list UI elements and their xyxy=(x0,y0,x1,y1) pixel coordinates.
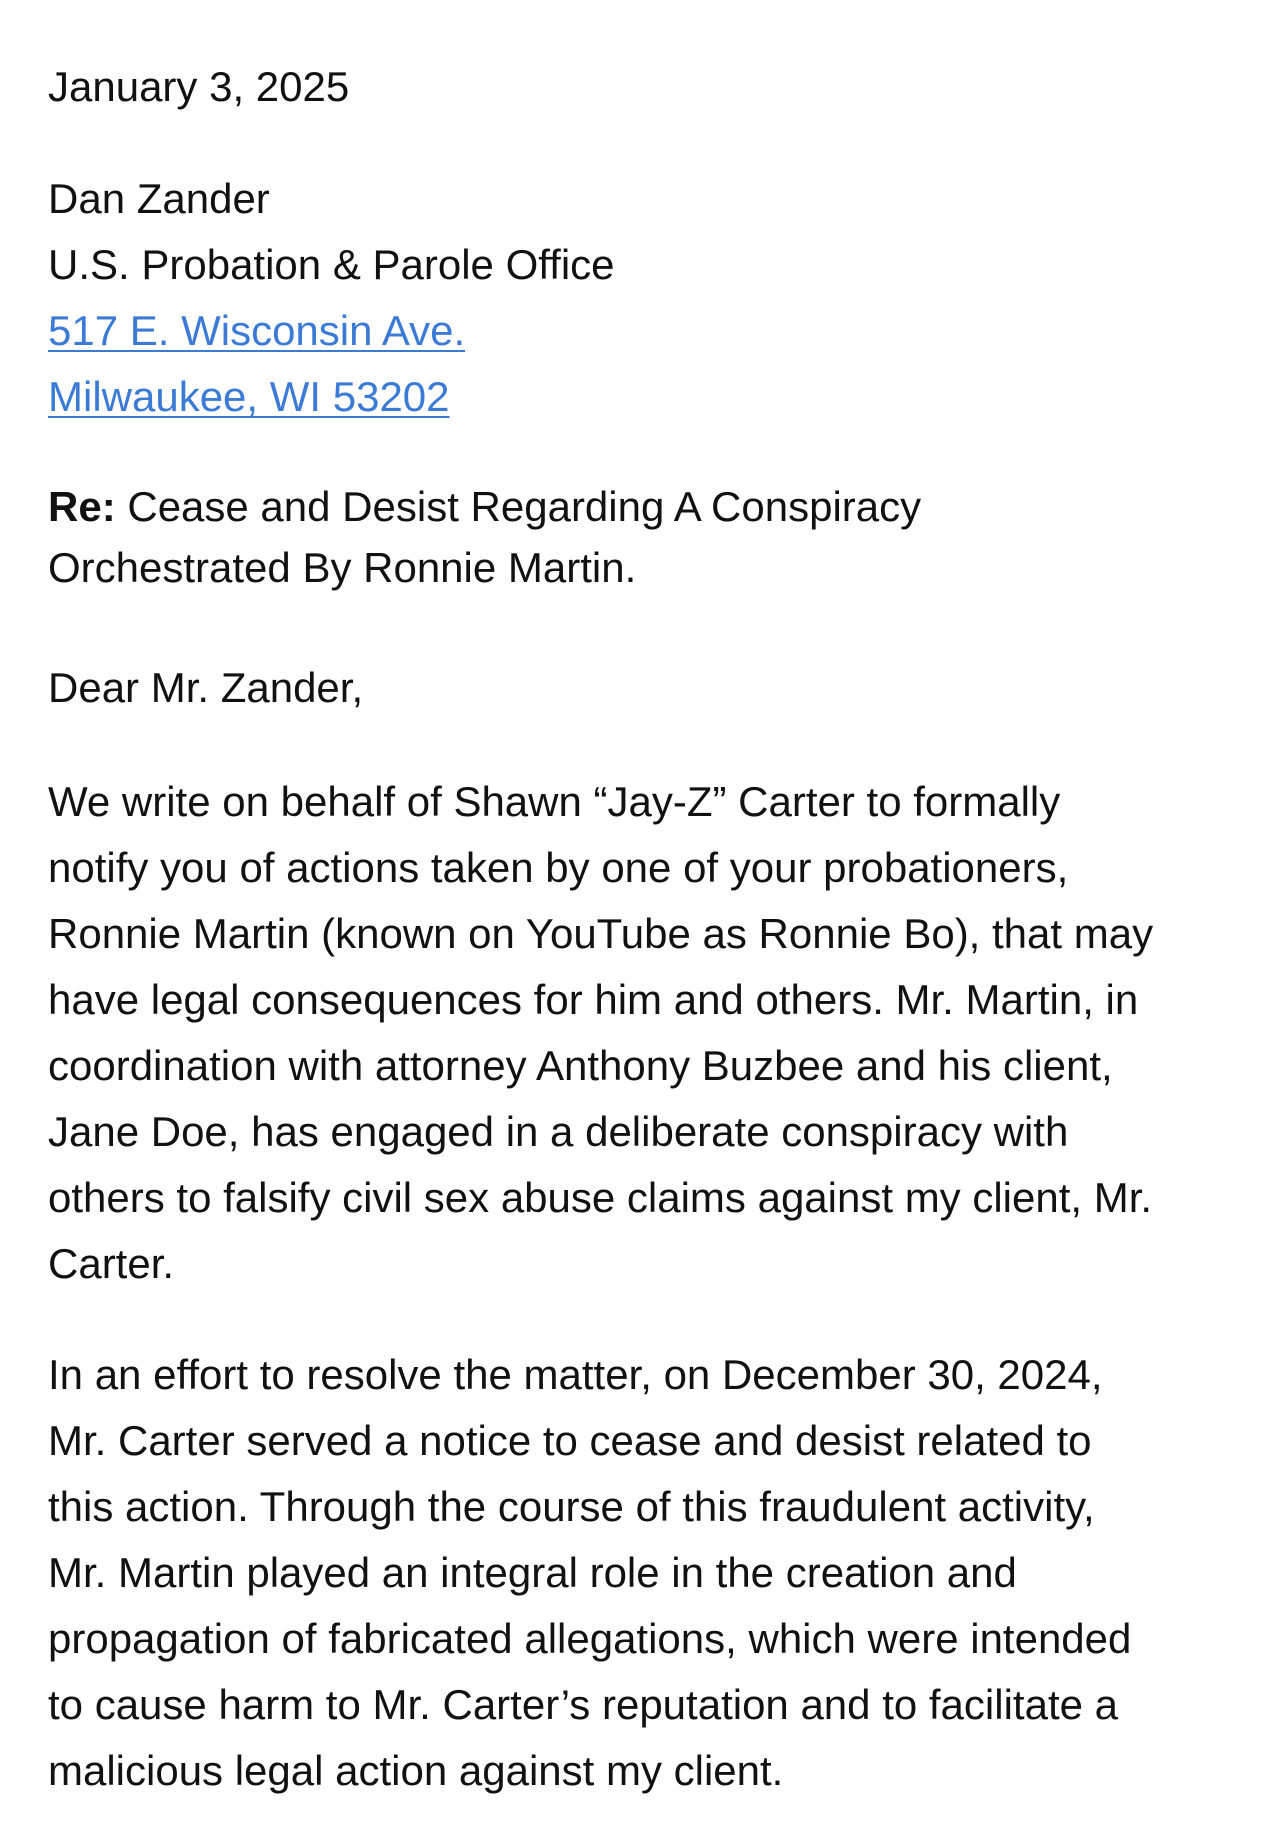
subject-line-1 xyxy=(48,476,921,537)
paragraph-2-line: this action. Through the course of this fraudulent activity, xyxy=(48,1483,1095,1530)
paragraph-2-line: to cause harm to Mr. Carter’s reputation and to facilitate a xyxy=(48,1681,1118,1728)
address-city-line xyxy=(48,364,615,430)
paragraph-1-line: We write on behalf of Shawn “Jay-Z” Carter to formally xyxy=(48,778,1061,825)
paragraph-1 xyxy=(48,769,1153,1297)
paragraph-1-line: have legal consequences for him and others. Mr. Martin, in xyxy=(48,976,1139,1023)
subject-label: Re: xyxy=(48,483,116,530)
paragraph-2-line: Mr. Carter served a notice to cease and desist related to xyxy=(48,1417,1092,1464)
recipient-name: Dan Zander xyxy=(48,175,270,222)
paragraph-2-line: Mr. Martin played an integral role in the creation and xyxy=(48,1549,1017,1596)
salutation xyxy=(48,655,363,721)
paragraph-1-line: Carter. xyxy=(48,1240,175,1287)
address-city-link[interactable]: Milwaukee, WI 53202 xyxy=(48,373,450,420)
paragraph-1-line: Ronnie Martin (known on YouTube as Ronnie Bo), that may xyxy=(48,910,1154,957)
letter-date xyxy=(48,54,349,120)
recipient-address xyxy=(48,166,615,430)
paragraph-1-line: notify you of actions taken by one of your probationers, xyxy=(48,844,1069,891)
date-text: January 3, 2025 xyxy=(48,63,350,110)
recipient-office: U.S. Probation & Parole Office xyxy=(48,241,615,288)
paragraph-1-line: others to falsify civil sex abuse claims against my client, Mr. xyxy=(48,1174,1153,1221)
paragraph-1-line: coordination with attorney Anthony Buzbee and his client, xyxy=(48,1042,1113,1089)
subject-text-2: Orchestrated By Ronnie Martin. xyxy=(48,544,637,591)
paragraph-2-line: In an effort to resolve the matter, on December 30, 2024, xyxy=(48,1351,1103,1398)
subject-line xyxy=(48,476,921,598)
paragraph-1-line: Jane Doe, has engaged in a deliberate conspiracy with xyxy=(48,1108,1069,1155)
subject-text-1: Cease and Desist Regarding A Conspiracy xyxy=(127,483,922,530)
salutation-text: Dear Mr. Zander, xyxy=(48,664,364,711)
paragraph-2-line: malicious legal action against my client. xyxy=(48,1747,784,1794)
paragraph-2-line: propagation of fabricated allegations, which were intended xyxy=(48,1615,1132,1662)
address-street-line xyxy=(48,298,615,364)
address-street-link[interactable]: 517 E. Wisconsin Ave. xyxy=(48,307,466,354)
paragraph-2 xyxy=(48,1342,1131,1804)
